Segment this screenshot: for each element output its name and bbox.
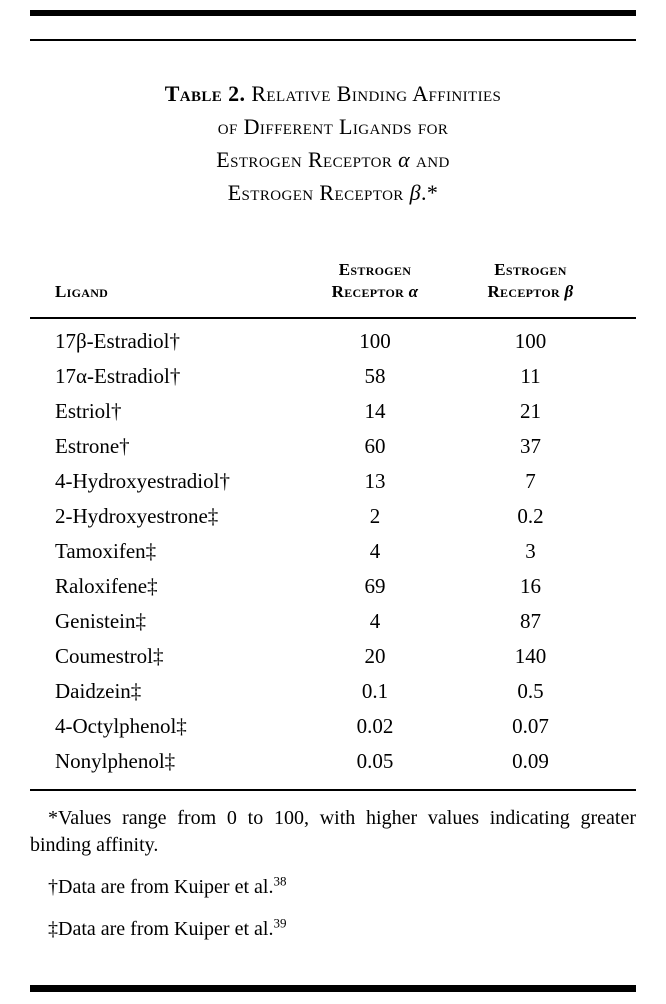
er-beta-value: 0.09 — [512, 749, 549, 773]
ligand-cell: 17β-Estradiol† — [55, 329, 180, 353]
footnote-dagger: †Data are from Kuiper et al.$^{38}$ — [48, 873, 287, 898]
er-alpha-value: 13 — [364, 469, 386, 493]
beta-symbol: β — [564, 282, 574, 301]
er-beta-value: 0.07 — [512, 714, 549, 738]
table-row — [30, 359, 636, 394]
er-beta-value: 16 — [520, 574, 541, 598]
ligand-cell: 17α-Estradiol† — [55, 364, 181, 388]
ligand-cell: Raloxifene‡ — [55, 574, 158, 598]
er-beta-value: 11 — [520, 364, 541, 388]
table-number-label: Table 2. — [164, 81, 246, 106]
alpha-symbol: α — [408, 282, 419, 301]
er-alpha-value: 4 — [369, 609, 381, 633]
er-beta-value: 0.5 — [517, 679, 544, 703]
er-alpha-value: 4 — [369, 539, 381, 563]
table-row — [30, 429, 636, 464]
rule-under-headers — [30, 317, 636, 319]
er-beta-value: 37 — [520, 434, 541, 458]
footnotes — [30, 805, 636, 943]
ligand-cell: Nonylphenol‡ — [55, 749, 176, 773]
table-title — [30, 77, 636, 209]
footnote-double-dagger: ‡Data are from Kuiper et al.$^{39}$ — [48, 915, 287, 940]
ligand-cell: 4-Octylphenol‡ — [55, 714, 187, 738]
ligand-cell: Genistein‡ — [55, 609, 146, 633]
ligand-cell: Daidzein‡ — [55, 679, 142, 703]
ligand-cell: 2-Hydroxyestrone‡ — [55, 504, 219, 528]
bottom-thick-rule — [30, 985, 636, 992]
ligand-cell: Coumestrol‡ — [55, 644, 164, 668]
table-row — [30, 324, 636, 359]
table-row — [30, 464, 636, 499]
title-line-2: of Different Ligands for — [217, 114, 449, 139]
er-beta-value: 140 — [514, 644, 547, 668]
er-alpha-value: 14 — [364, 399, 386, 423]
er-alpha-value: 100 — [359, 329, 391, 353]
er-alpha-value: 0.02 — [356, 714, 394, 738]
er-alpha-value: 0.05 — [356, 749, 394, 773]
column-header-ligand: Ligand — [55, 282, 109, 301]
title-line-4: Estrogen Receptor β.* — [227, 180, 439, 205]
ligand-cell: 4-Hydroxyestradiol† — [55, 469, 230, 493]
ligand-cell: Estrone† — [55, 434, 130, 458]
ligand-cell: Tamoxifen‡ — [55, 539, 157, 563]
er-beta-value: 0.2 — [517, 504, 544, 528]
table-row — [30, 394, 636, 429]
er-alpha-value: 58 — [364, 364, 386, 388]
er-beta-value: 3 — [525, 539, 536, 563]
er-beta-value: 87 — [520, 609, 541, 633]
er-alpha-value: 2 — [369, 504, 381, 528]
er-beta-value: 21 — [520, 399, 541, 423]
table-row — [30, 639, 636, 674]
table-row — [30, 674, 636, 709]
ligand-cell: Estriol† — [55, 399, 122, 423]
alpha-symbol: α — [398, 147, 411, 172]
rule-under-body — [30, 789, 636, 791]
column-header-er-alpha: Estrogen Receptor α — [331, 260, 419, 301]
reference-superscript: 39 — [273, 915, 287, 931]
title-line-3: Estrogen Receptor α and — [216, 147, 450, 172]
table-row — [30, 744, 636, 779]
column-header-er-beta: Estrogen Receptor β — [487, 260, 574, 301]
table-body — [30, 324, 636, 779]
table-row — [30, 534, 636, 569]
table-row — [30, 499, 636, 534]
table-row — [30, 709, 636, 744]
footnote-asterisk: *Values range from 0 to 100, with higher values indicating greater binding affinity. — [30, 807, 636, 856]
column-headers — [30, 259, 636, 303]
title-line-1: Table 2. Relative Binding Affinities — [164, 81, 502, 106]
reference-superscript: 38 — [273, 873, 287, 889]
er-beta-value: 7 — [525, 469, 536, 493]
er-alpha-value: 0.1 — [361, 679, 389, 703]
er-alpha-value: 60 — [364, 434, 386, 458]
beta-symbol: β — [409, 180, 421, 205]
table-row — [30, 569, 636, 604]
table-row — [30, 604, 636, 639]
er-alpha-value: 69 — [364, 574, 386, 598]
top-thin-rule — [30, 39, 636, 41]
er-beta-value: 100 — [514, 329, 547, 353]
top-thick-rule — [30, 10, 636, 16]
er-alpha-value: 20 — [364, 644, 386, 668]
